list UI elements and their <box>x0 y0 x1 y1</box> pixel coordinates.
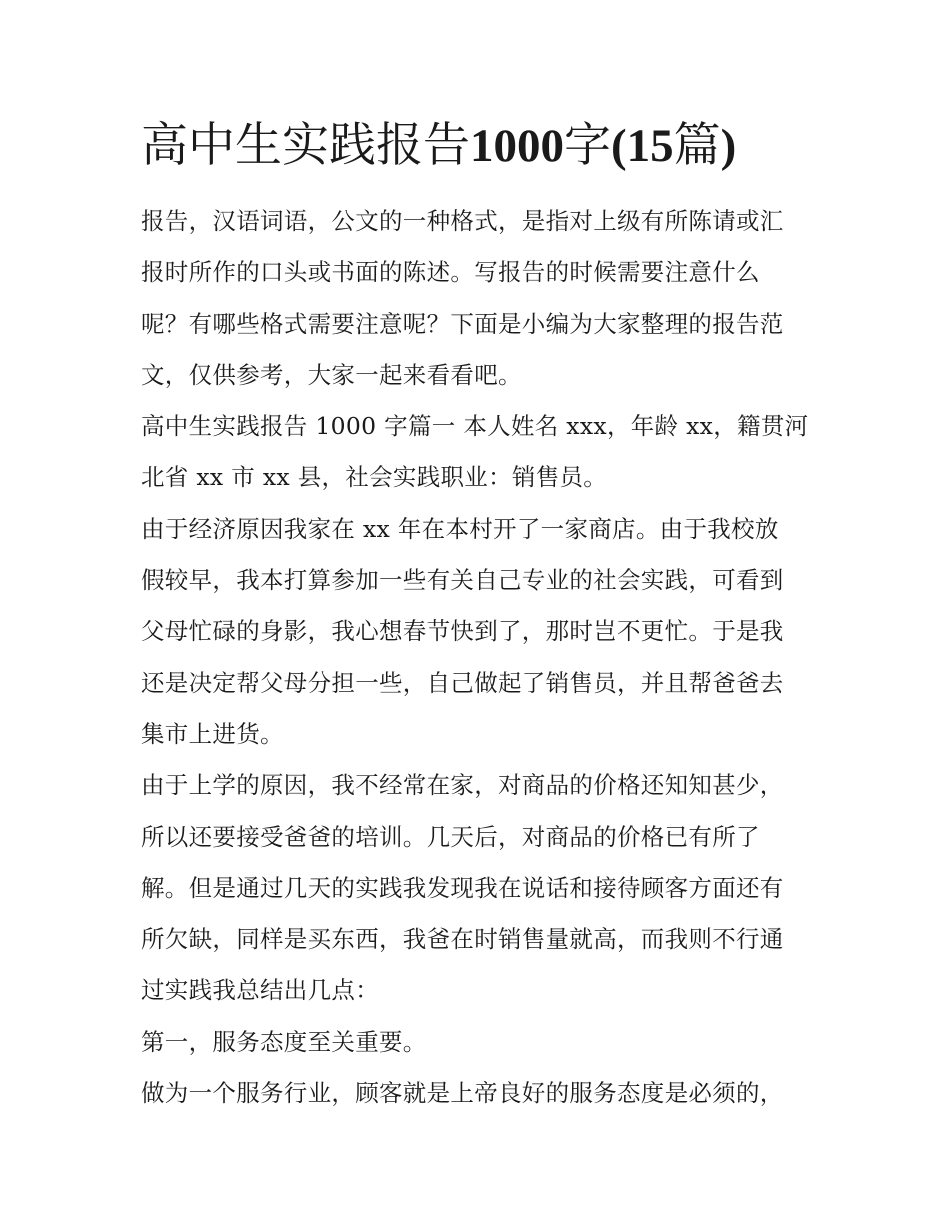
paragraph-point-one <box>141 1017 821 1068</box>
text-line: 报时所作的口头或书面的陈述。写报告的时候需要注意什么 <box>141 258 760 287</box>
text-line: 报告，汉语词语，公文的一种格式，是指对上级有所陈请或汇 <box>141 207 784 235</box>
text-line: 还是决定帮父母分担一些，自己做起了销售员，并且帮爸爸去 <box>141 668 784 697</box>
title-part: 篇 <box>673 118 721 173</box>
title-part: ) <box>720 120 737 172</box>
paragraph-personal-info <box>141 401 821 504</box>
text-line: 由于经济原因我家在 xx 年在本村开了一家商店。由于我校放 <box>141 514 779 543</box>
title-part: 字 <box>564 118 611 173</box>
text-line: 北省 xx 市 xx 县，社会实践职业：销售员。 <box>141 463 608 492</box>
paragraph-intro <box>141 196 821 401</box>
title-part: (15 <box>611 120 674 172</box>
text-line: 呢？有哪些格式需要注意呢？下面是小编为大家整理的报告范 <box>141 309 784 338</box>
text-line: 做为一个服务行业，顾客就是上帝良好的服务态度是必须的， <box>141 1079 784 1108</box>
text-line: 父母忙碌的身影，我心想春节快到了，那时岂不更忙。于是我 <box>141 617 784 646</box>
text-line: 过实践我总结出几点： <box>141 976 379 1005</box>
text-line: 第一，服务态度至关重要。 <box>141 1027 427 1056</box>
document-body <box>141 110 821 1119</box>
paragraph-background <box>141 504 821 760</box>
paragraph-service <box>141 1068 821 1119</box>
text-line: 假较早，我本打算参加一些有关自己专业的社会实践，可看到 <box>141 566 784 595</box>
paragraph-training <box>141 760 821 1016</box>
text-line: 解。但是通过几天的实践我发现我在说话和接待顾客方面还有 <box>141 873 784 902</box>
title-part: 1000 <box>470 120 564 172</box>
document-title <box>141 110 821 182</box>
text-line: 高中生实践报告 1000 字篇一 本人姓名 xxx，年龄 xx，籍贯河 <box>141 412 809 441</box>
text-line: 所以还要接受爸爸的培训。几天后，对商品的价格已有所了 <box>141 822 760 851</box>
text-line: 由于上学的原因，我不经常在家，对商品的价格还知知甚少， <box>141 771 784 800</box>
text-line: 文，仅供参考，大家一起来看看吧。 <box>141 360 522 389</box>
text-line: 所欠缺，同样是买东西，我爸在时销售量就高，而我则不行通 <box>141 925 784 954</box>
text-line: 集市上进货。 <box>141 719 284 748</box>
title-part: 高中生实践报告 <box>141 118 470 173</box>
